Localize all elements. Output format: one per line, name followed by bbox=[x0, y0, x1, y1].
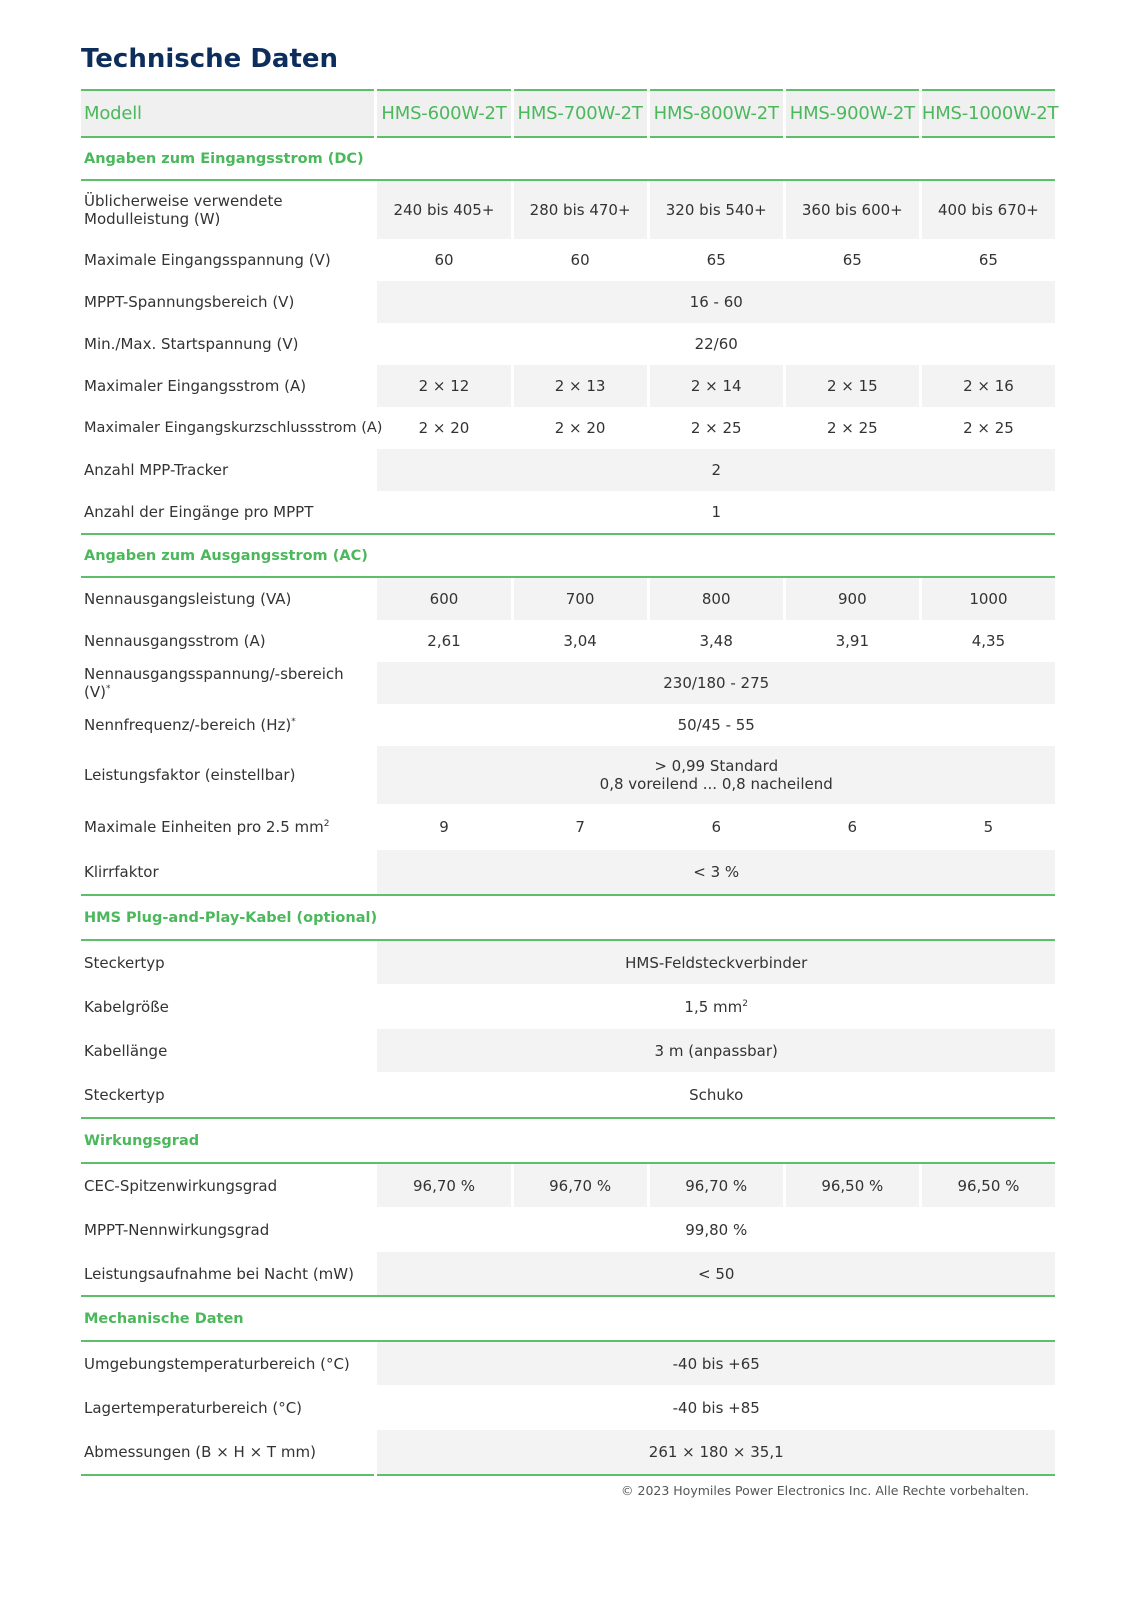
table-row bbox=[81, 1072, 1055, 1117]
cell-value: 3,91 bbox=[835, 632, 870, 650]
row-label: Maximale Einheiten pro 2.5 $mm^2$ bbox=[84, 818, 330, 836]
cell-value: 65 bbox=[842, 251, 862, 269]
cell-value: -40 bis +65 bbox=[377, 1342, 1055, 1385]
row-label: Nennausgangsstrom (A) bbox=[84, 632, 266, 650]
row-label: Steckertyp bbox=[84, 953, 165, 972]
cell-value: 400 bis 670+ bbox=[922, 181, 1055, 239]
table-row bbox=[81, 984, 1055, 1029]
cell-value: 1 bbox=[711, 503, 721, 521]
model-label: Modell bbox=[81, 89, 374, 138]
cell-value: 3,48 bbox=[699, 632, 733, 650]
model-name: HMS-900W-2T bbox=[786, 89, 919, 138]
row-label: Nennausgangsspannung/-sbereich (V)* bbox=[84, 665, 344, 701]
row-label: Leistungsaufnahme bei Nacht (mW) bbox=[84, 1264, 354, 1283]
cell-value: 96,70 % bbox=[377, 1164, 510, 1207]
table-row bbox=[81, 1207, 1055, 1252]
section-cable bbox=[81, 894, 1055, 941]
row-label: Maximaler Eingangskurzschlussstrom (A) bbox=[84, 420, 383, 436]
cell-value: 230/180 - 275 bbox=[377, 662, 1055, 704]
row-label: MPPT-Spannungsbereich (V) bbox=[84, 293, 295, 311]
section-title: Angaben zum Eingangsstrom (DC) bbox=[81, 138, 1055, 181]
table-row bbox=[81, 365, 1055, 407]
cell-value: 3,04 bbox=[563, 632, 597, 650]
cell-value: 60 bbox=[570, 251, 590, 269]
cell-value: 360 bis 600+ bbox=[786, 181, 919, 239]
table-row bbox=[81, 239, 1055, 281]
model-name: HMS-600W-2T bbox=[377, 89, 510, 138]
row-label: Anzahl MPP-Tracker bbox=[84, 461, 229, 479]
cell-value: 280 bis 470+ bbox=[514, 181, 647, 239]
row-label: CEC-Spitzenwirkungsgrad bbox=[84, 1176, 278, 1195]
row-label: Kabelgröße bbox=[84, 997, 169, 1016]
cell-value: 900 bbox=[786, 578, 919, 620]
cell-value: 2,61 bbox=[427, 632, 461, 650]
footnote-mark: * bbox=[105, 684, 111, 694]
cell-value: 2 × 12 bbox=[377, 365, 510, 407]
cell-value: 2 × 20 bbox=[418, 419, 470, 437]
table-row bbox=[81, 1430, 1055, 1476]
cell-value: 2 × 25 bbox=[963, 419, 1014, 437]
section-title: HMS Plug-and-Play-Kabel (optional) bbox=[81, 894, 1055, 941]
spec-table bbox=[78, 89, 1058, 1476]
cell-value: > 0,99 Standard 0,8 voreilend ... 0,8 nacheilend bbox=[377, 746, 1055, 804]
footnote-mark: * bbox=[291, 717, 296, 727]
table-row bbox=[81, 1385, 1055, 1430]
cell-value: 2 × 20 bbox=[554, 419, 606, 437]
table-row bbox=[81, 850, 1055, 894]
table-row bbox=[81, 704, 1055, 746]
page-title: Technische Daten bbox=[81, 44, 339, 74]
row-label: Umgebungstemperaturbereich (°C) bbox=[84, 1354, 350, 1373]
row-label: Steckertyp bbox=[84, 1085, 165, 1104]
table-row bbox=[81, 941, 1055, 984]
cell-value: 320 bis 540+ bbox=[650, 181, 783, 239]
table-row bbox=[81, 323, 1055, 365]
cell-value: 7 bbox=[575, 818, 585, 836]
row-label: Klirrfaktor bbox=[84, 863, 159, 881]
row-label: Nennfrequenz/-bereich (Hz)* bbox=[84, 716, 296, 734]
cell-value: 261 × 180 × 35,1 bbox=[377, 1430, 1055, 1476]
cell-value: 65 bbox=[706, 251, 726, 269]
cell-value: 96,70 % bbox=[650, 1164, 783, 1207]
cell-value: 22/60 bbox=[694, 335, 738, 353]
row-label: Maximaler Eingangsstrom (A) bbox=[84, 377, 307, 395]
cell-value: Schuko bbox=[689, 1085, 744, 1104]
table-row bbox=[81, 804, 1055, 850]
cell-value: 50/45 - 55 bbox=[677, 716, 755, 734]
cell-value: 96,50 % bbox=[786, 1164, 919, 1207]
row-label: Abmessungen (B × H × T mm) bbox=[81, 1430, 374, 1476]
cell-value: < 3 % bbox=[377, 850, 1055, 894]
cell-value: 2 × 15 bbox=[786, 365, 919, 407]
spec-table-container bbox=[81, 89, 1059, 1476]
cell-value: 6 bbox=[711, 818, 721, 836]
cell-value: 2 bbox=[377, 449, 1055, 491]
table-row bbox=[81, 181, 1055, 239]
table-row bbox=[81, 1029, 1055, 1072]
cell-value: 600 bbox=[377, 578, 510, 620]
cell-value: 2 × 25 bbox=[826, 419, 878, 437]
model-name: HMS-700W-2T bbox=[514, 89, 647, 138]
row-label: Nennausgangsleistung (VA) bbox=[84, 590, 292, 608]
table-row bbox=[81, 1164, 1055, 1207]
table-row bbox=[81, 449, 1055, 491]
cell-value: 2 × 16 bbox=[922, 365, 1055, 407]
cell-value: 3 m (anpassbar) bbox=[377, 1029, 1055, 1072]
table-row bbox=[81, 1342, 1055, 1385]
model-name: HMS-1000W-2T bbox=[922, 89, 1055, 138]
cell-value: 2 × 14 bbox=[650, 365, 783, 407]
cell-value: < 50 bbox=[377, 1252, 1055, 1295]
row-label: Lagertemperaturbereich (°C) bbox=[84, 1398, 303, 1417]
cell-value: 2 × 13 bbox=[514, 365, 647, 407]
table-row bbox=[81, 746, 1055, 804]
cell-value: 5 bbox=[983, 818, 994, 836]
copyright-notice: © 2023 Hoymiles Power Electronics Inc. Alle Rechte vorbehalten. bbox=[621, 1483, 1029, 1498]
row-label: Maximale Eingangsspannung (V) bbox=[84, 251, 331, 269]
section-title: Wirkungsgrad bbox=[81, 1117, 1055, 1164]
cell-value: 240 bis 405+ bbox=[377, 181, 510, 239]
row-label: Min./Max. Startspannung (V) bbox=[84, 335, 299, 353]
table-row bbox=[81, 662, 1055, 704]
cell-value: 96,50 % bbox=[922, 1164, 1055, 1207]
cell-value: 9 bbox=[439, 818, 449, 836]
row-label: Kabellänge bbox=[84, 1041, 168, 1060]
cell-value: 99,80 % bbox=[685, 1220, 748, 1239]
row-label: Leistungsfaktor (einstellbar) bbox=[84, 766, 296, 784]
cell-value: 65 bbox=[978, 251, 998, 269]
header-row bbox=[81, 89, 1055, 138]
section-dc bbox=[81, 138, 1055, 181]
section-ac bbox=[81, 533, 1055, 578]
model-name: HMS-800W-2T bbox=[650, 89, 783, 138]
cell-value: 1000 bbox=[922, 578, 1055, 620]
row-label: MPPT-Nennwirkungsgrad bbox=[84, 1220, 270, 1239]
table-row bbox=[81, 407, 1055, 449]
section-efficiency bbox=[81, 1117, 1055, 1164]
cell-value: 60 bbox=[434, 251, 454, 269]
section-title: Mechanische Daten bbox=[81, 1295, 1055, 1342]
row-label: Üblicherweise verwendete Modulleistung (W) bbox=[84, 192, 283, 228]
cell-value: 4,35 bbox=[971, 632, 1006, 650]
cell-value: -40 bis +85 bbox=[672, 1398, 760, 1417]
cell-value: 700 bbox=[514, 578, 647, 620]
cell-value: 6 bbox=[847, 818, 858, 836]
table-row bbox=[81, 281, 1055, 323]
cell-value: 800 bbox=[650, 578, 783, 620]
cell-value: 1,5 $mm^2$ bbox=[684, 997, 749, 1016]
cell-value: HMS-Feldsteckverbinder bbox=[377, 941, 1055, 984]
cell-value: 96,70 % bbox=[514, 1164, 647, 1207]
section-mechanical bbox=[81, 1295, 1055, 1342]
table-row bbox=[81, 578, 1055, 620]
row-label: Anzahl der Eingänge pro MPPT bbox=[84, 503, 314, 521]
cell-value: 2 × 25 bbox=[690, 419, 742, 437]
table-row bbox=[81, 620, 1055, 662]
cell-value: 16 - 60 bbox=[377, 281, 1055, 323]
section-title: Angaben zum Ausgangsstrom (AC) bbox=[81, 533, 1055, 578]
table-row bbox=[81, 1252, 1055, 1295]
table-row bbox=[81, 491, 1055, 533]
